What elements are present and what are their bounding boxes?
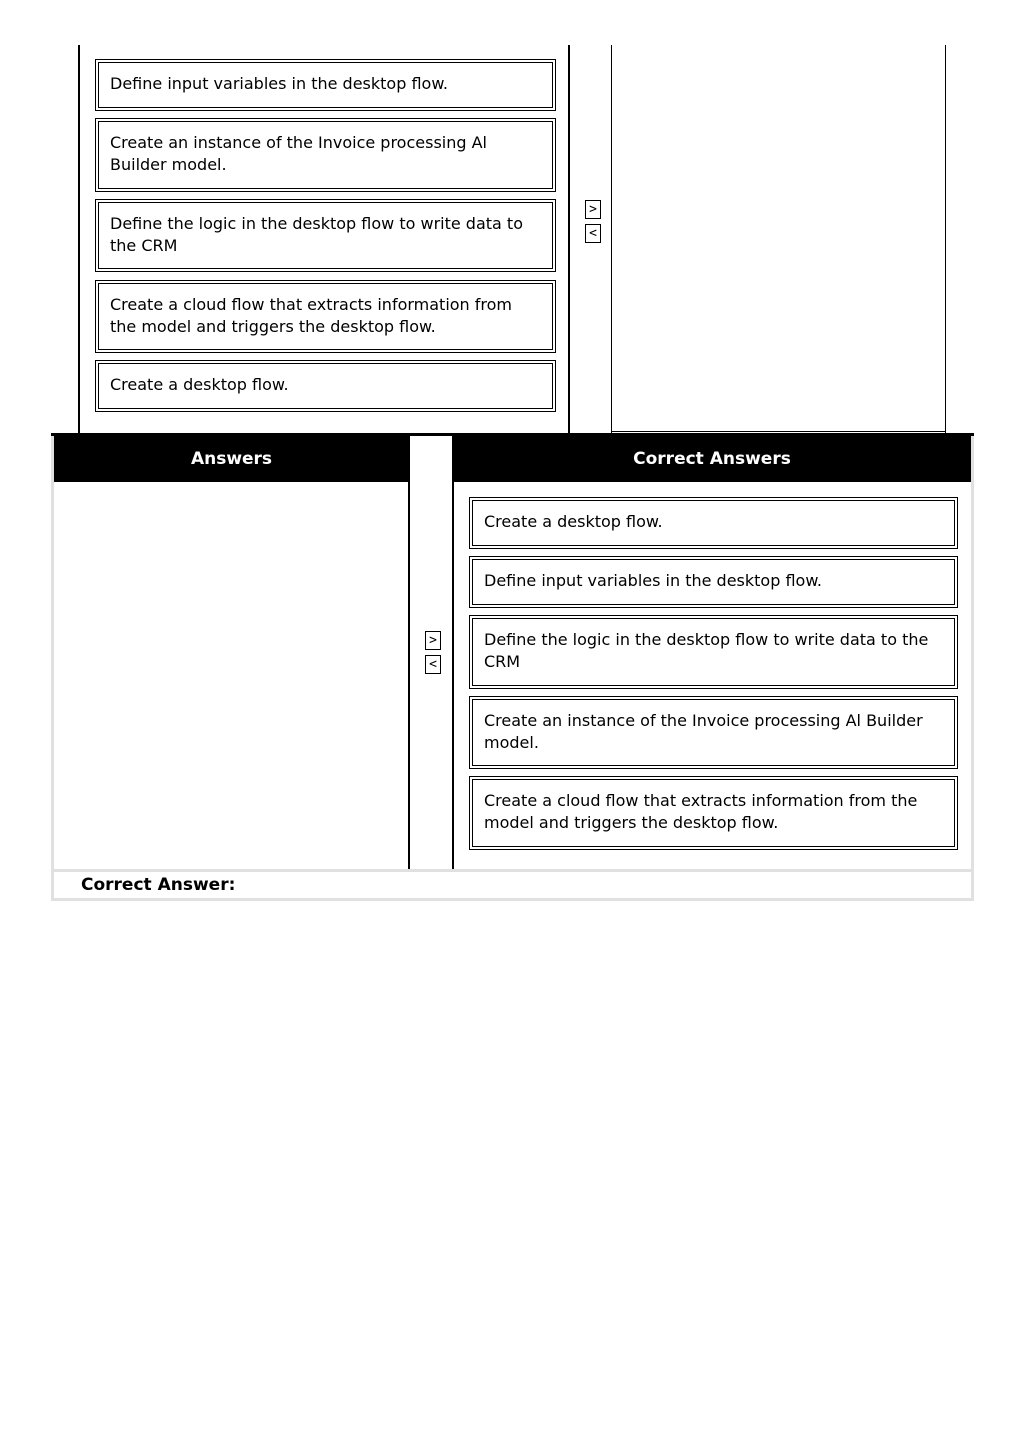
- answers-footer-divider: [54, 869, 971, 872]
- correct-answer-label: Correct Answer:: [81, 875, 236, 895]
- correct-answer-item: Create a desktop flow.: [469, 497, 958, 549]
- answers-divider-left: [408, 436, 410, 870]
- move-right-button[interactable]: >: [585, 200, 601, 219]
- correct-answer-item: Define input variables in the desktop flow.: [469, 556, 958, 608]
- choice-item[interactable]: Create a cloud flow that extracts information from the model and triggers the desktop flow.: [95, 280, 556, 353]
- move-left-button[interactable]: <: [585, 224, 601, 243]
- answers-header: Answers: [54, 436, 409, 482]
- correct-answer-item: Create a cloud flow that extracts information from the model and triggers the desktop flow.: [469, 776, 958, 850]
- top-middle-border: [568, 45, 570, 433]
- correct-answer-item: Create an instance of the Invoice processing Al Builder model.: [469, 696, 958, 769]
- move-right-button[interactable]: >: [425, 631, 441, 650]
- choice-item[interactable]: Create a desktop flow.: [95, 360, 556, 412]
- move-left-button[interactable]: <: [425, 655, 441, 674]
- correct-answers-header: Correct Answers: [453, 436, 971, 482]
- answers-divider-right: [452, 436, 454, 870]
- top-gap-border: [611, 45, 612, 433]
- top-right-border: [945, 45, 946, 433]
- top-left-border: [78, 45, 80, 433]
- choice-item[interactable]: Define the logic in the desktop flow to write data to the CRM: [95, 199, 556, 272]
- choice-item[interactable]: Create an instance of the Invoice processing Al Builder model.: [95, 118, 556, 192]
- choice-item[interactable]: Define input variables in the desktop flow.: [95, 59, 556, 111]
- top-right-bottom-border: [612, 431, 946, 432]
- correct-answer-item: Define the logic in the desktop flow to write data to the CRM: [469, 615, 958, 689]
